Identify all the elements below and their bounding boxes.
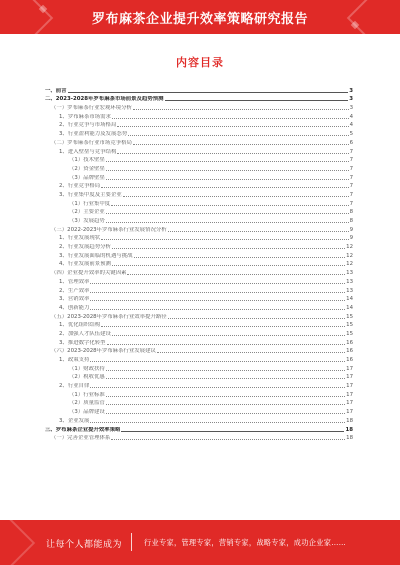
footer-slogan: 行业专家，管理专家，营销专家，战略专家，成功企业家…… xyxy=(144,538,347,547)
toc-page-number: 7 xyxy=(349,174,353,181)
toc-leader-dots xyxy=(106,160,349,162)
toc-page-number: 3 xyxy=(349,87,353,94)
toc-entry[interactable] xyxy=(45,312,353,321)
toc-entry-label: 1、行业发展现状 xyxy=(59,235,101,242)
toc-entry-label: （1）财政扶持 xyxy=(69,365,105,372)
toc-entry-label: 3、行业发展面临的机遇与挑战 xyxy=(59,252,133,259)
toc-page-number: 7 xyxy=(349,157,353,164)
toc-leader-dots xyxy=(165,99,349,101)
toc-leader-dots xyxy=(112,334,345,336)
toc-leader-dots xyxy=(117,152,348,154)
toc-entry-label: 2、生产效率 xyxy=(59,287,90,294)
toc-page-number: 17 xyxy=(346,365,353,372)
toc-leader-dots xyxy=(106,169,349,171)
toc-entry[interactable] xyxy=(45,225,353,234)
toc-entry-label: 2、行业自律 xyxy=(59,383,90,390)
toc-leader-dots xyxy=(90,308,345,310)
toc-leader-dots xyxy=(128,134,348,136)
toc-page-number: 12 xyxy=(346,261,353,268)
toc-leader-dots xyxy=(134,256,346,258)
toc-leader-dots xyxy=(112,264,345,266)
toc-entry-label: （1）行业标准 xyxy=(69,391,105,398)
toc-entry-label: 3、推进数字化转型 xyxy=(59,339,106,346)
toc-entry-label: （3）发展趋势 xyxy=(69,218,105,224)
toc-leader-dots xyxy=(90,360,345,362)
toc-entry-label: 1、优化组织结构 xyxy=(59,322,101,329)
toc-page-number: 8 xyxy=(349,218,353,224)
toc-entry-label: （3）品牌建设 xyxy=(69,409,105,416)
toc-entry-label: （四）企业提升效率的关键因素 xyxy=(51,270,127,277)
toc-entry[interactable] xyxy=(45,129,353,138)
toc-leader-dots xyxy=(68,91,349,93)
toc-entry[interactable] xyxy=(45,407,353,416)
toc-entry[interactable] xyxy=(45,260,353,269)
toc-entry-label: 2、行业竞争与市场格局 xyxy=(59,122,117,129)
toc-entry-label: 3、营销效率 xyxy=(59,296,90,303)
toc-entry-label: 1、政策支持 xyxy=(59,357,90,363)
report-footer xyxy=(0,520,400,565)
toc-page-number: 7 xyxy=(349,165,353,172)
toc-leader-dots xyxy=(127,273,345,275)
toc-page-number: 7 xyxy=(349,200,353,207)
toc-leader-dots xyxy=(101,186,348,188)
toc-leader-dots xyxy=(106,212,349,214)
toc-entry[interactable] xyxy=(45,399,353,408)
toc-page-number: 14 xyxy=(346,304,353,311)
toc-entry-label: （2）税收优惠 xyxy=(69,374,105,381)
toc-page-number: 13 xyxy=(346,270,353,277)
toc-page-number: 17 xyxy=(346,391,353,398)
toc-page-number: 15 xyxy=(346,313,353,320)
toc-entry[interactable] xyxy=(45,182,353,191)
report-header xyxy=(0,0,400,34)
toc-entry[interactable] xyxy=(45,86,353,95)
toc-entry[interactable] xyxy=(45,355,353,364)
toc-page-number: 15 xyxy=(346,322,353,329)
toc-page-number: 15 xyxy=(346,330,353,337)
toc-entry[interactable] xyxy=(45,277,353,286)
toc-entry-label: （2）主要企业 xyxy=(69,209,105,216)
toc-page-number: 7 xyxy=(349,183,353,190)
toc-entry-label: （1）行业集中度 xyxy=(69,200,111,207)
toc-leader-dots xyxy=(90,299,345,301)
toc-entry[interactable] xyxy=(45,416,353,425)
toc-entry-label: （3）品牌壁垒 xyxy=(69,174,105,181)
toc-title: 内容目录 xyxy=(176,56,224,69)
toc-leader-dots xyxy=(112,247,345,249)
toc-leader-dots xyxy=(106,395,345,397)
toc-leader-dots xyxy=(133,108,349,110)
toc-page-number: 17 xyxy=(346,400,353,407)
toc-leader-dots xyxy=(101,325,345,327)
toc-page-number: 9 xyxy=(349,235,353,242)
toc-entry-label: （五）2023-2028年罗布麻茶行业效率提升路径 xyxy=(51,313,167,320)
toc-page-number: 3 xyxy=(349,96,353,103)
toc-page-number: 5 xyxy=(349,131,353,138)
toc-page-number: 17 xyxy=(346,374,353,381)
toc-entry-label: 4、创新能力 xyxy=(59,304,90,311)
toc-leader-dots xyxy=(121,430,344,432)
toc-leader-dots xyxy=(106,178,349,180)
toc-entry-label: 2、加强人才队伍建设 xyxy=(59,330,111,337)
toc-page-number: 18 xyxy=(346,417,353,424)
table-of-contents xyxy=(45,86,353,442)
toc-entry-label: （2）质量监管 xyxy=(69,400,105,407)
toc-page-number: 6 xyxy=(349,139,353,146)
toc-entry-label: （三）2022-2023年罗布麻茶行业发展情况分析 xyxy=(51,226,167,233)
toc-entry[interactable] xyxy=(45,329,353,338)
toc-leader-dots xyxy=(90,421,345,423)
toc-page-number: 9 xyxy=(349,226,353,233)
toc-leader-dots xyxy=(112,117,349,119)
toc-entry[interactable] xyxy=(45,95,353,104)
toc-entry-label: 3、企业发展 xyxy=(59,417,90,424)
toc-leader-dots xyxy=(106,377,345,379)
toc-entry[interactable] xyxy=(45,156,353,165)
toc-entry[interactable] xyxy=(45,112,353,121)
toc-entry[interactable] xyxy=(45,173,353,182)
toc-entry-label: 三、罗布麻茶企业提升效率策略 xyxy=(45,426,121,433)
toc-entry[interactable] xyxy=(45,381,353,390)
toc-entry-label: （二）罗布麻茶行业市场竞争格局 xyxy=(51,139,132,146)
toc-entry[interactable] xyxy=(45,364,353,373)
toc-page-number: 3 xyxy=(349,105,353,112)
toc-page-number: 4 xyxy=(349,113,353,120)
toc-entry[interactable] xyxy=(45,390,353,399)
footer-divider xyxy=(131,533,132,551)
toc-leader-dots xyxy=(90,386,345,388)
toc-page-number: 18 xyxy=(345,426,353,433)
toc-leader-dots xyxy=(106,412,345,414)
toc-leader-dots xyxy=(107,343,346,345)
toc-entry[interactable] xyxy=(45,147,353,156)
toc-leader-dots xyxy=(101,238,348,240)
toc-leader-dots xyxy=(90,291,345,293)
toc-entry[interactable] xyxy=(45,373,353,382)
toc-entry[interactable] xyxy=(45,242,353,251)
toc-entry[interactable] xyxy=(45,234,353,243)
toc-entry-label: （1）技术壁垒 xyxy=(69,157,105,164)
toc-entry-label: 3、行业集中度及主要企业 xyxy=(59,191,122,198)
toc-entry-label: 1、进入壁垒与竞争结构 xyxy=(59,148,117,155)
toc-page-number: 16 xyxy=(346,339,353,346)
toc-page-number: 17 xyxy=(346,409,353,416)
toc-entry[interactable] xyxy=(45,216,353,225)
toc-entry[interactable] xyxy=(45,190,353,199)
toc-leader-dots xyxy=(106,369,345,371)
toc-entry[interactable] xyxy=(45,251,353,260)
toc-leader-dots xyxy=(111,438,345,440)
toc-page-number: 8 xyxy=(349,209,353,216)
toc-leader-dots xyxy=(157,351,345,353)
toc-page-number: 16 xyxy=(346,357,353,363)
toc-entry-label: （2）资金壁垒 xyxy=(69,165,105,172)
toc-leader-dots xyxy=(168,317,346,319)
toc-entry-label: 4、行业发展前景预测 xyxy=(59,261,111,268)
footer-decoration xyxy=(0,520,35,565)
toc-entry[interactable] xyxy=(45,208,353,217)
toc-entry[interactable] xyxy=(45,121,353,130)
toc-entry[interactable] xyxy=(45,164,353,173)
toc-leader-dots xyxy=(133,143,349,145)
toc-entry-label: （六）2023-2028年罗布麻茶行业发展建议 xyxy=(51,348,156,355)
footer-brand: 让每个人都能成为 xyxy=(46,540,123,550)
toc-page-number: 18 xyxy=(346,435,353,442)
toc-entry-label: 2、行业发展趋势分析 xyxy=(59,244,111,251)
toc-page-number: 7 xyxy=(349,148,353,155)
toc-entry[interactable] xyxy=(45,103,353,112)
toc-page-number: 12 xyxy=(346,252,353,259)
toc-entry-label: （一）罗布麻茶行业宏观环境分析 xyxy=(51,105,132,112)
toc-leader-dots xyxy=(123,195,349,197)
toc-entry[interactable] xyxy=(45,286,353,295)
toc-entry-label: 1、罗布麻茶市场需求 xyxy=(59,113,111,120)
toc-entry-label: 1、管理效率 xyxy=(59,278,90,285)
toc-page-number: 14 xyxy=(346,296,353,303)
toc-leader-dots xyxy=(168,230,349,232)
toc-page-number: 17 xyxy=(346,383,353,390)
toc-leader-dots xyxy=(111,204,348,206)
toc-page-number: 12 xyxy=(346,244,353,251)
toc-entry-label: 二、2023-2028年罗布麻茶市场前景及趋势预测 xyxy=(45,96,164,103)
toc-entry[interactable] xyxy=(45,434,353,443)
toc-leader-dots xyxy=(106,221,349,223)
toc-entry[interactable] xyxy=(45,295,353,304)
toc-entry-label: 一、前言 xyxy=(45,87,67,94)
toc-leader-dots xyxy=(90,282,345,284)
toc-entry[interactable] xyxy=(45,199,353,208)
toc-leader-dots xyxy=(106,403,345,405)
toc-page-number: 16 xyxy=(346,348,353,355)
report-title: 罗布麻茶企业提升效率策略研究报告 xyxy=(91,12,308,27)
toc-page-number: 13 xyxy=(346,287,353,294)
toc-entry[interactable] xyxy=(45,268,353,277)
toc-page-number: 13 xyxy=(346,278,353,285)
toc-entry[interactable] xyxy=(45,138,353,147)
toc-entry-label: 2、行业竞争格局 xyxy=(59,183,101,190)
toc-entry[interactable] xyxy=(45,303,353,312)
toc-leader-dots xyxy=(117,125,348,127)
toc-entry[interactable] xyxy=(45,338,353,347)
toc-entry[interactable] xyxy=(45,321,353,330)
toc-entry[interactable] xyxy=(45,347,353,356)
toc-entry[interactable] xyxy=(45,425,353,434)
toc-entry-label: （一）完善企业管理体系 xyxy=(51,435,111,442)
toc-page-number: 4 xyxy=(349,122,353,129)
toc-entry-label: 3、行业盈利能力及发展态势 xyxy=(59,131,128,138)
toc-page-number: 7 xyxy=(349,191,353,198)
